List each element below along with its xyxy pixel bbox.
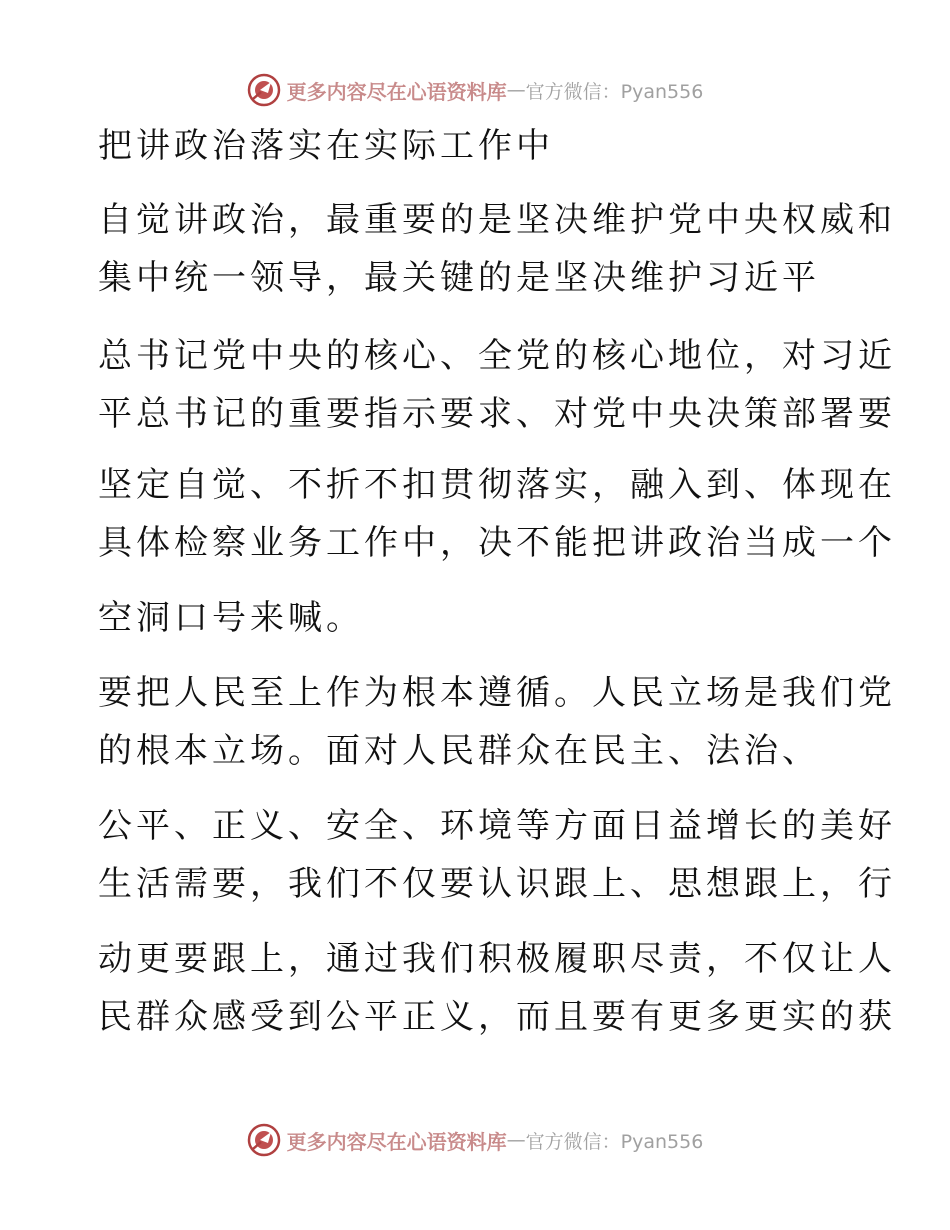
- brand-text: 更多内容尽在心语资料库: [286, 1129, 507, 1154]
- text-line: 动更要跟上，通过我们积极履职尽责，不仅让人: [98, 939, 896, 979]
- text-line: 坚定自觉、不折不扣贯彻落实，融入到、体现在: [98, 465, 896, 505]
- text-line: 总书记党中央的核心、全党的核心地位，对习近: [98, 336, 896, 376]
- text-line: 的根本立场。面对人民群众在民主、法治、: [98, 731, 820, 771]
- text-line: 公平、正义、安全、环境等方面日益增长的美好: [98, 806, 896, 846]
- text-line: 集中统一领导，最关键的是坚决维护习近平: [98, 258, 820, 298]
- dash-separator: —: [506, 1129, 526, 1151]
- brand-text: 更多内容尽在心语资料库: [286, 79, 507, 104]
- contact-text: 官方微信：Pyan556: [525, 80, 704, 103]
- header-watermark-banner: [0, 70, 950, 110]
- footer-watermark-banner: [0, 1120, 950, 1160]
- text-line: 要把人民至上作为根本遵循。人民立场是我们党: [98, 673, 896, 713]
- text-line: 民群众感受到公平正义，而且要有更多更实的获: [98, 997, 896, 1037]
- document-title: 把讲政治落实在实际工作中: [98, 126, 554, 166]
- text-line: 平总书记的重要指示要求、对党中央决策部署要: [98, 394, 896, 434]
- brand-logo-icon: [247, 73, 281, 107]
- brand-logo-icon: [247, 1123, 281, 1157]
- contact-text: 官方微信：Pyan556: [525, 1130, 704, 1153]
- text-line: 生活需要，我们不仅要认识跟上、思想跟上，行: [98, 864, 896, 904]
- text-line: 空洞口号来喊。: [98, 598, 364, 638]
- text-line: 具体检察业务工作中，决不能把讲政治当成一个: [98, 523, 896, 563]
- dash-separator: —: [506, 79, 526, 101]
- text-line: 自觉讲政治，最重要的是坚决维护党中央权威和: [98, 200, 896, 240]
